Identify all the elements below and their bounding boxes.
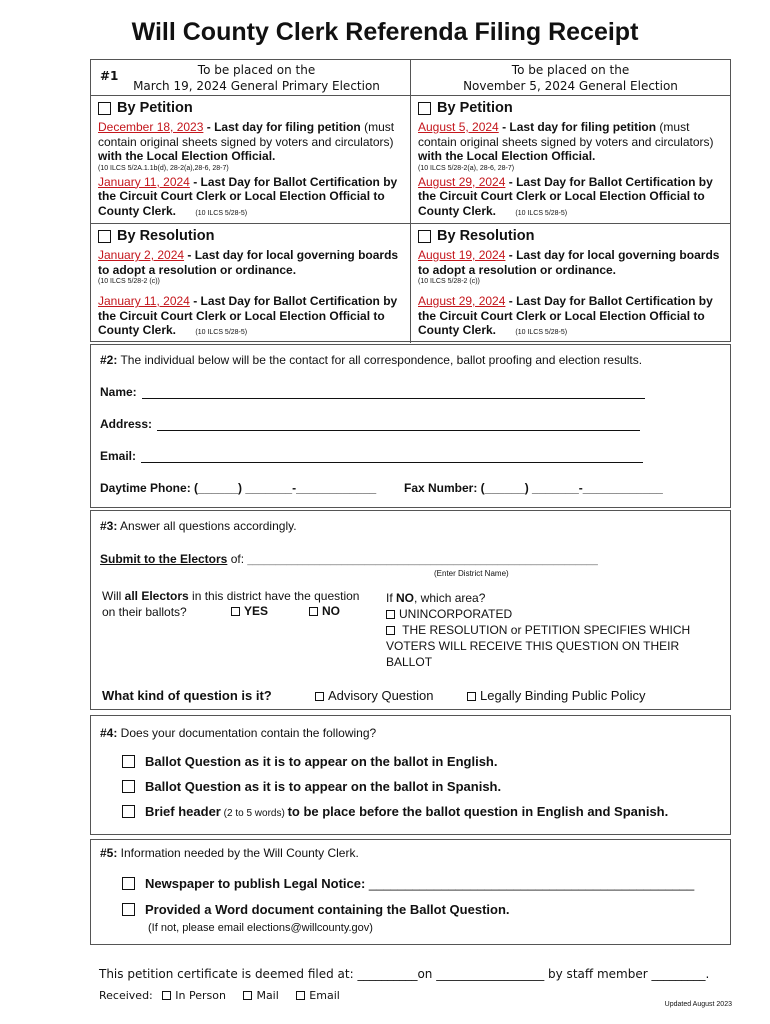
section-3-intro: #3: Answer all questions accordingly.	[100, 519, 297, 533]
checkbox-icon[interactable]	[162, 991, 171, 1000]
petition-option-primary[interactable]: By Petition	[98, 100, 406, 116]
checkbox-icon[interactable]	[122, 780, 135, 793]
checkbox-icon[interactable]	[98, 102, 111, 115]
resolution-option-primary[interactable]: By Resolution	[98, 228, 406, 244]
citation: (10 ILCS 5/28-2 (c))	[418, 278, 480, 285]
spanish-ballot-question-item[interactable]: Ballot Question as it is to appear on the ballot in Spanish.	[122, 779, 501, 794]
resolution-certification-general: August 29, 2024 - Last Day for Ballot Certification by the Circuit Court Clerk or Local Election Official to County Clerk. (10 ILCS 5/28-5)	[418, 294, 713, 337]
address-line[interactable]	[157, 430, 640, 431]
citation: (10 ILCS 5/28-2(a), 28-6, 28-7)	[418, 164, 515, 172]
section-3	[90, 510, 731, 710]
certification-deadline-general: August 29, 2024 - Last Day for Ballot Certification by the Circuit Court Clerk or Local Election Official to County Clerk. (10 ILCS 5/28-5)	[418, 174, 713, 218]
checkbox-icon[interactable]	[122, 903, 135, 916]
checkbox-icon[interactable]	[467, 692, 476, 701]
section-4	[90, 715, 731, 835]
checkbox-icon[interactable]	[386, 626, 395, 635]
checkbox-icon[interactable]	[122, 805, 135, 818]
section-number: #1	[100, 69, 119, 83]
no-option[interactable]: NO	[309, 604, 340, 618]
received-options: Received: In Person Mail Email	[99, 989, 340, 1002]
english-ballot-question-item[interactable]: Ballot Question as it is to appear on the ballot in English.	[122, 754, 497, 769]
petition-option-general[interactable]: By Petition	[418, 100, 726, 116]
checkbox-icon[interactable]	[315, 692, 324, 701]
binding-policy-option[interactable]: Legally Binding Public Policy	[467, 688, 645, 703]
filing-certificate-line[interactable]: This petition certificate is deemed filed at: __________on __________________ by staff member _________.	[99, 967, 710, 981]
email-note: (If not, please email elections@willcounty.gov)	[148, 922, 373, 934]
checkbox-icon[interactable]	[309, 607, 318, 616]
page-title: Will County Clerk Referenda Filing Receipt	[131, 18, 639, 46]
resolution-certification-primary: January 11, 2024 - Last Day for Ballot Certification by the Circuit Court Clerk or Local Election Official to County Clerk. (10 ILCS 5/28-5)	[98, 294, 398, 337]
checkbox-icon[interactable]	[231, 607, 240, 616]
in-person-option[interactable]: In Person	[162, 989, 226, 1002]
fax-number-field[interactable]: Fax Number: (______) _______-____________	[404, 481, 663, 495]
checkbox-icon[interactable]	[243, 991, 252, 1000]
email-option[interactable]: Email	[296, 989, 340, 1002]
checkbox-icon[interactable]	[98, 230, 111, 243]
district-name-hint: (Enter District Name)	[434, 569, 509, 578]
checkbox-icon[interactable]	[418, 102, 431, 115]
checkbox-icon[interactable]	[418, 230, 431, 243]
submit-to-electors-field[interactable]: Submit to the Electors of: _______________________________________________________________	[100, 552, 598, 566]
section-2	[90, 344, 731, 508]
mail-option[interactable]: Mail	[243, 989, 278, 1002]
checkbox-icon[interactable]	[122, 755, 135, 768]
email-line[interactable]	[141, 462, 643, 463]
section-4-intro: #4: Does your documentation contain the following?	[100, 726, 377, 740]
brief-header-item[interactable]: Brief header (2 to 5 words) to be place before the ballot question in English and Spanish.	[122, 804, 668, 819]
email-field[interactable]: Email:	[100, 449, 643, 463]
resolution-specifies-option[interactable]: THE RESOLUTION or PETITION SPECIFIES WHICH VOTERS WILL RECEIVE THIS QUESTION ON THEIR BALLOT	[386, 623, 691, 669]
question-kind-label: What kind of question is it?	[102, 688, 272, 703]
petition-deadline-primary: December 18, 2023 - Last day for filing petition (must contain original sheets signed by voters and circulators) with the Local Election Official.	[98, 120, 395, 163]
general-election-header: To be placed on the November 5, 2024 General Election	[463, 63, 678, 93]
primary-election-header: To be placed on the March 19, 2024 General Primary Election	[133, 63, 380, 93]
checkbox-icon[interactable]	[386, 610, 395, 619]
yes-option[interactable]: YES	[231, 604, 268, 618]
section-5-intro: #5: Information needed by the Will County Clerk.	[100, 846, 359, 860]
certification-deadline-primary: January 11, 2024 - Last Day for Ballot Certification by the Circuit Court Clerk or Local Election Official to County Clerk. (10 ILCS 5/28-5)	[98, 174, 398, 218]
resolution-option-general[interactable]: By Resolution	[418, 228, 726, 244]
if-no-area: If NO, which area? UNINCORPORATED THE RESOLUTION or PETITION SPECIFIES WHICH VOTERS WILL RECEIVE THIS QUESTION ON THEIR BALLOT	[386, 590, 716, 670]
section-2-intro: #2: The individual below will be the contact for all correspondence, ballot proofing and election results.	[100, 353, 643, 367]
name-line[interactable]	[142, 398, 645, 399]
word-document-item[interactable]: Provided a Word document containing the Ballot Question.	[122, 902, 510, 917]
section-1	[90, 59, 731, 342]
petition-deadline-general: August 5, 2024 - Last day for filing petition (must contain original sheets signed by voters and circulators) with the Local Election Official.	[418, 120, 714, 163]
daytime-phone-field[interactable]: Daytime Phone: (______) _______-____________	[100, 481, 377, 495]
name-field[interactable]: Name:	[100, 385, 645, 399]
unincorporated-option[interactable]: UNINCORPORATED	[386, 606, 716, 622]
citation: (10 ILCS 5/28-2 (c))	[98, 278, 160, 285]
resolution-deadline-primary: January 2, 2024 - Last day for local governing boards to adopt a resolution or ordinance.	[98, 248, 399, 277]
newspaper-field[interactable]: Newspaper to publish Legal Notice: _____________________________________________	[122, 876, 694, 891]
all-electors-question: Will all Electors in this district have the question on their ballots?	[102, 589, 360, 619]
checkbox-icon[interactable]	[122, 877, 135, 890]
citation: (10 ILCS 5/2A.1.1b(d), 28-2(a),28-6, 28-7)	[98, 164, 229, 172]
advisory-question-option[interactable]: Advisory Question	[315, 688, 434, 703]
resolution-deadline-general: August 19, 2024 - Last day for local governing boards to adopt a resolution or ordinance.	[418, 248, 720, 277]
checkbox-icon[interactable]	[296, 991, 305, 1000]
updated-date: Updated August 2023	[664, 1001, 732, 1008]
section-5	[90, 839, 731, 945]
address-field[interactable]: Address:	[100, 417, 640, 431]
